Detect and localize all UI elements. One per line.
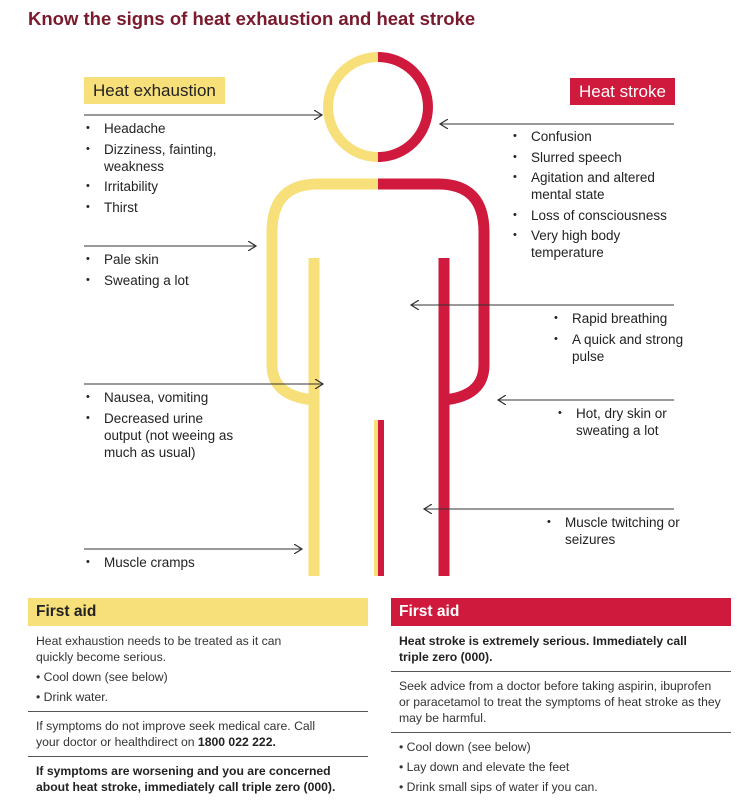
exhaustion-symptoms-head [86, 120, 256, 219]
first-aid-intro: Heat exhaustion needs to be treated as it can quickly become serious. [36, 634, 282, 664]
first-aid-stroke-panel [391, 598, 731, 795]
first-aid-warning: Heat stroke is extremely serious. Immediately call triple zero (000). [399, 634, 687, 664]
first-aid-advice: If symptoms do not improve seek medical care. Call your doctor or healthdirect on 1800 022 222. [36, 719, 316, 749]
body-exhaustion-outline [272, 184, 378, 576]
symptom-item: • Thirst [86, 199, 256, 216]
stroke-symptoms-legs [547, 514, 697, 552]
first-aid-step: • Drink water. [36, 690, 108, 704]
symptom-item: • Muscle cramps [86, 554, 256, 571]
first-aid-heading: First aid [28, 598, 368, 626]
heat-stroke-tag: Heat stroke [570, 78, 675, 105]
stroke-symptoms-chest [554, 310, 684, 368]
symptom-item: • Sweating a lot [86, 272, 256, 289]
first-aid-heading: First aid [391, 598, 731, 626]
head-exhaustion-half [328, 57, 378, 157]
symptom-item: • Confusion [513, 128, 683, 145]
first-aid-warning: If symptoms are worsening and you are concerned about heat stroke, immediately call triple zero (000). [36, 764, 336, 794]
symptom-item: • Agitation and altered mental state [513, 169, 683, 203]
symptom-item: • Loss of consciousness [513, 207, 683, 224]
first-aid-step: • Cool down (see below) [399, 740, 531, 754]
exhaustion-symptoms-legs [86, 554, 256, 575]
body-stroke-outline [378, 184, 484, 576]
symptom-item: • Headache [86, 120, 256, 137]
symptom-item: • Slurred speech [513, 149, 683, 166]
stroke-symptoms-skin [558, 405, 688, 443]
symptom-item: • Irritability [86, 178, 256, 195]
first-aid-advice: Seek advice from a doctor before taking aspirin, ibuprofen or paracetamol to treat the symptoms of heat stroke as they may be harmful. [399, 679, 721, 725]
symptom-item: • Very high body temperature [513, 227, 683, 261]
page-title: Know the signs of heat exhaustion and heat stroke [28, 8, 476, 29]
first-aid-exhaustion-panel [28, 598, 368, 795]
symptom-item: • A quick and strong pulse [554, 331, 684, 365]
exhaustion-symptoms-abdomen [86, 389, 236, 464]
symptom-item: • Pale skin [86, 251, 256, 268]
first-aid-step: • Drink small sips of water if you can. [399, 780, 598, 794]
symptom-item: • Rapid breathing [554, 310, 684, 327]
symptom-item: • Dizziness, fainting, weakness [86, 141, 256, 175]
symptom-item: • Muscle twitching or seizures [547, 514, 697, 548]
first-aid-step: • Lay down and elevate the feet [399, 760, 570, 774]
stroke-symptoms-head [513, 128, 683, 265]
symptom-item: • Decreased urine output (not weeing as much as usual) [86, 410, 236, 461]
first-aid-step: • Cool down (see below) [36, 670, 168, 684]
head-stroke-half [378, 57, 428, 157]
healthdirect-phone: 1800 022 222. [197, 735, 276, 749]
symptom-item: • Hot, dry skin or sweating a lot [558, 405, 688, 439]
symptom-item: • Nausea, vomiting [86, 389, 236, 406]
exhaustion-symptoms-skin [86, 251, 256, 292]
heat-exhaustion-tag: Heat exhaustion [84, 77, 225, 104]
